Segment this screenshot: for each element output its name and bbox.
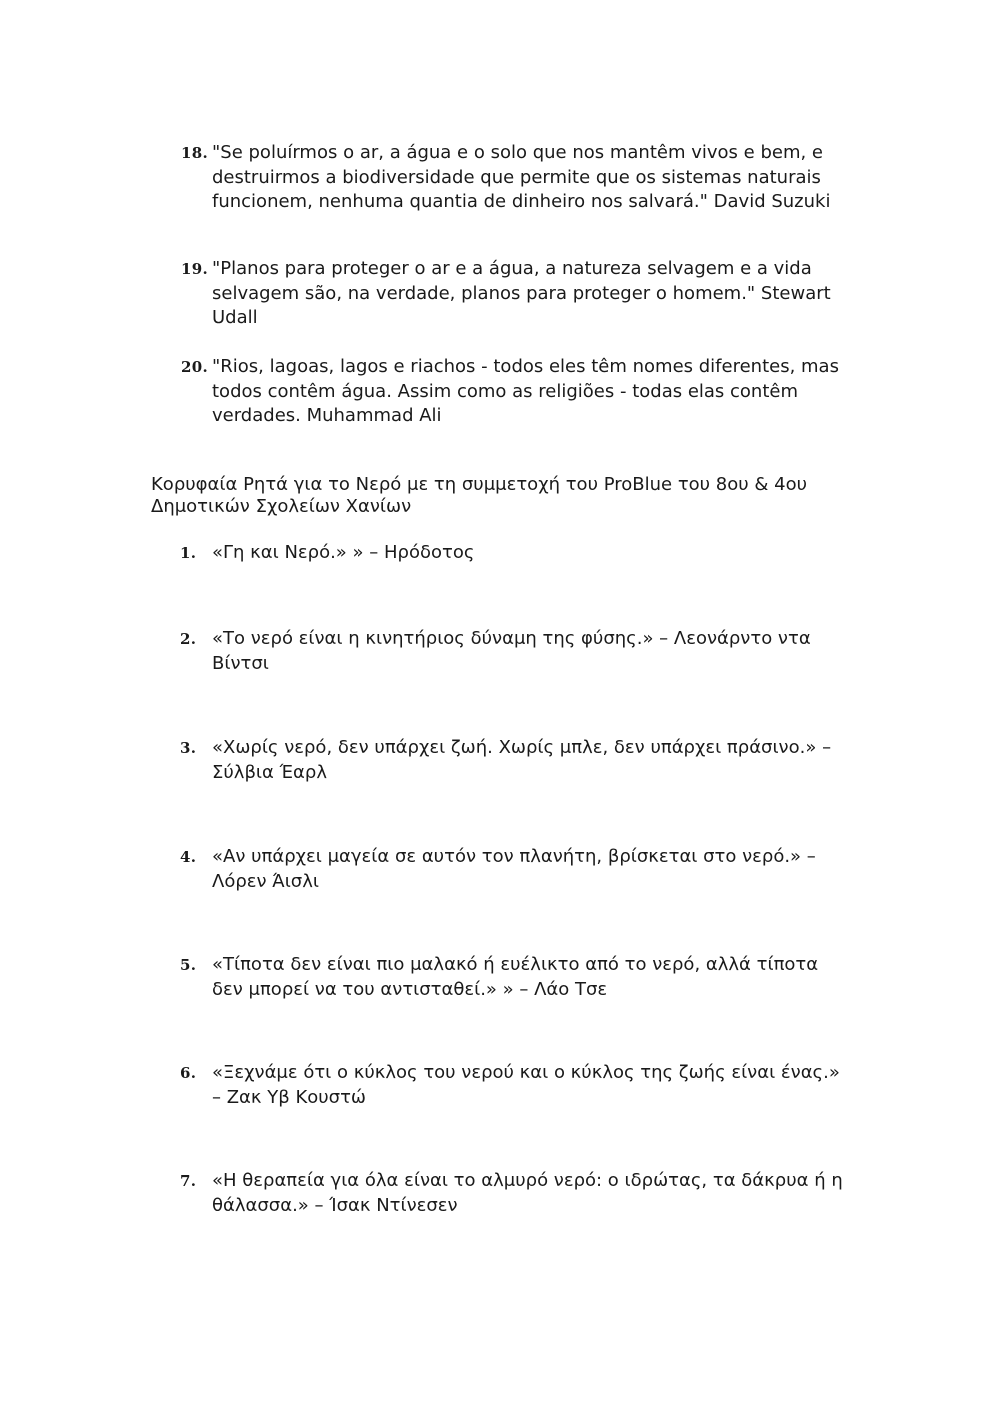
quote-text: "Rios, lagoas, lagos e riachos - todos eles têm nomes diferentes, mas todos contêm água. Assim como as religiões - todas elas contêm verdades. Muhammad Ali: [212, 356, 839, 426]
quote-number: 19.: [181, 260, 208, 278]
quote-text: «Η θεραπεία για όλα είναι το αλμυρό νερό: ο ιδρώτας, τα δάκρυα ή η θάλασσα.» – Ίσακ Ντίνεσεν: [212, 1170, 843, 1216]
greek-quote-item-4: [150, 845, 850, 894]
quote-number: 20.: [181, 358, 208, 376]
section-heading: Κορυφαία Ρητά για το Νερό με τη συμμετοχή του ProBlue του 8ου & 4ου Δημοτικών Σχολείων Χανίων: [151, 474, 808, 517]
quote-text: «Το νερό είναι η κινητήριος δύναμη της φύσης.» – Λεονάρντο ντα Βίντσι: [212, 628, 811, 674]
quote-item-20: [150, 355, 850, 429]
quote-item-18: [150, 141, 850, 215]
quote-text: "Se poluírmos o ar, a água e o solo que nos mantêm vivos e bem, e destruirmos a biodiversidade que permite que os sistemas naturais funcionem, nenhuma quantia de dinheiro nos salvará." David Suzuki: [212, 142, 831, 212]
quote-text: «Αν υπάρχει μαγεία σε αυτόν τον πλανήτη, βρίσκεται στο νερό.» – Λόρεν Άισλι: [212, 846, 816, 892]
quote-text: "Planos para proteger o ar e a água, a natureza selvagem e a vida selvagem são, na verdade, planos para proteger o homem." Stewart Udall: [212, 258, 831, 328]
greek-quote-item-1: [150, 541, 850, 566]
greek-quote-item-3: [150, 736, 850, 785]
quote-number: 1.: [180, 544, 197, 562]
quote-text: «Γη και Νερό.» » – Ηρόδοτος: [212, 542, 475, 563]
quote-number: 2.: [180, 630, 197, 648]
quote-text: «Ξεχνάμε ότι ο κύκλος του νερού και ο κύκλος της ζωής είναι ένας.» – Ζακ Υβ Κουστώ: [212, 1062, 840, 1108]
greek-quote-item-7: [150, 1169, 850, 1218]
quote-number: 6.: [180, 1064, 197, 1082]
quote-number: 7.: [180, 1172, 197, 1190]
greek-quote-item-5: [150, 953, 850, 1002]
greek-quote-item-2: [150, 627, 850, 676]
greek-quote-item-6: [150, 1061, 850, 1110]
quote-item-19: [150, 257, 850, 331]
quote-number: 3.: [180, 739, 197, 757]
quote-text: «Χωρίς νερό, δεν υπάρχει ζωή. Χωρίς μπλε, δεν υπάρχει πράσινο.» – Σύλβια Έαρλ: [212, 737, 832, 783]
quote-number: 18.: [181, 144, 208, 162]
quote-number: 5.: [180, 956, 197, 974]
quote-text: «Τίποτα δεν είναι πιο μαλακό ή ευέλικτο από το νερό, αλλά τίποτα δεν μπορεί να του αντισταθεί.» » – Λάο Τσε: [212, 954, 819, 1000]
quote-number: 4.: [180, 848, 197, 866]
